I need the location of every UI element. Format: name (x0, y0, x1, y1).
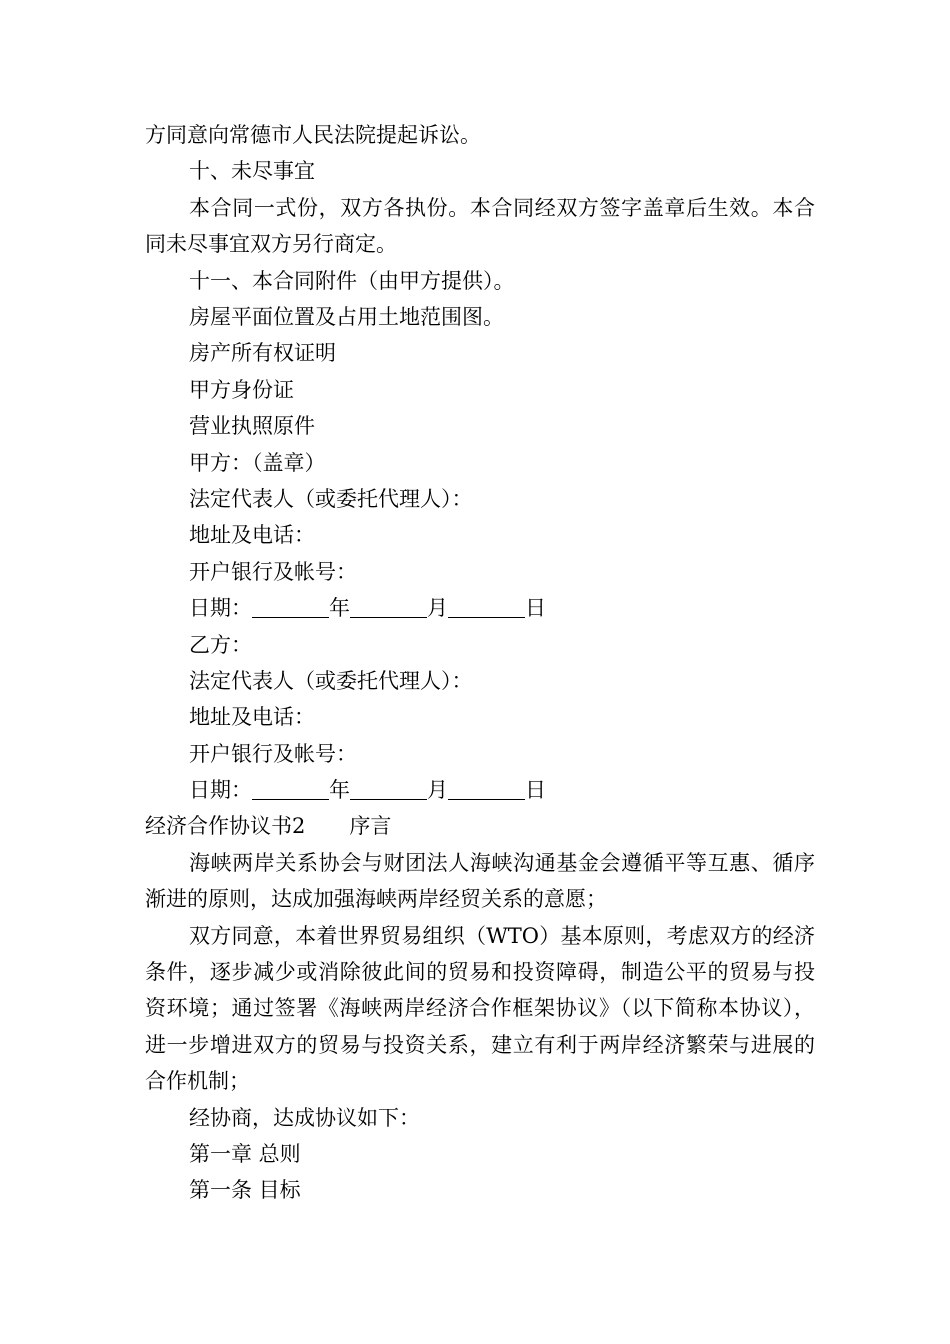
blank-underline (252, 779, 329, 800)
date-label: 日期： (189, 778, 252, 803)
year-label: 年 (329, 596, 350, 621)
party-a-label: 甲方：（盖章） (189, 450, 326, 475)
text-line: 地址及电话： (189, 523, 315, 548)
text-line: 地址及电话： (189, 705, 315, 730)
text-line: 经协商，达成协议如下： (189, 1105, 420, 1130)
month-label: 月 (427, 596, 448, 621)
document-body (145, 117, 815, 1209)
section-heading: 十、未尽事宜 (189, 159, 315, 184)
text-line: 开户银行及帐号： (189, 559, 357, 584)
day-label: 日 (525, 596, 546, 621)
date-line (145, 772, 815, 808)
blank-underline (350, 597, 427, 618)
text-line: 方同意向常德市人民法院提起诉讼。 (145, 123, 481, 147)
text-line: 营业执照原件 (189, 414, 315, 439)
text-line: 甲方身份证 (189, 377, 294, 402)
text-line: 房产所有权证明 (189, 341, 336, 366)
paragraph: 本合同一式份，双方各执份。本合同经双方签字盖章后生效。本合同未尽事宜双方另行商定。 (145, 195, 815, 257)
text-line: 法定代表人（或委托代理人）： (189, 486, 473, 511)
paragraph: 双方同意，本着世界贸易组织（WTO）基本原则，考虑双方的经济条件，逐步减少或消除彼此间的贸易和投资障碍，制造公平的贸易与投资环境；通过签署《海峡两岸经济合作框架协议》（以下简称本协议），进一步增进双方的贸易与投资关系，建立有利于两岸经济繁荣与进展的合作机制； (145, 923, 815, 1094)
paragraph: 海峡两岸关系协会与财团法人海峡沟通基金会遵循平等互惠、循序渐进的原则，达成加强海峡两岸经贸关系的意愿； (145, 850, 815, 912)
blank-underline (350, 779, 427, 800)
section-heading: 十一、本合同附件（由甲方提供）。 (189, 268, 515, 293)
text-line: 法定代表人（或委托代理人）： (189, 668, 473, 693)
document-title-line (145, 808, 815, 844)
article-heading: 第一条 目标 (189, 1178, 301, 1203)
blank-underline (252, 597, 329, 618)
preface-heading: 序言 (349, 814, 392, 839)
document-title: 经济合作协议书2 (145, 814, 306, 839)
blank-underline (448, 597, 525, 618)
year-label: 年 (329, 778, 350, 803)
text-line: 房屋平面位置及占用土地范围图。 (189, 304, 504, 329)
text-line: 开户银行及帐号： (189, 741, 357, 766)
date-line (145, 590, 815, 626)
date-label: 日期： (189, 596, 252, 621)
chapter-heading: 第一章 总则 (189, 1142, 301, 1167)
blank-underline (448, 779, 525, 800)
party-b-label: 乙方： (189, 632, 252, 657)
day-label: 日 (525, 778, 546, 803)
month-label: 月 (427, 778, 448, 803)
